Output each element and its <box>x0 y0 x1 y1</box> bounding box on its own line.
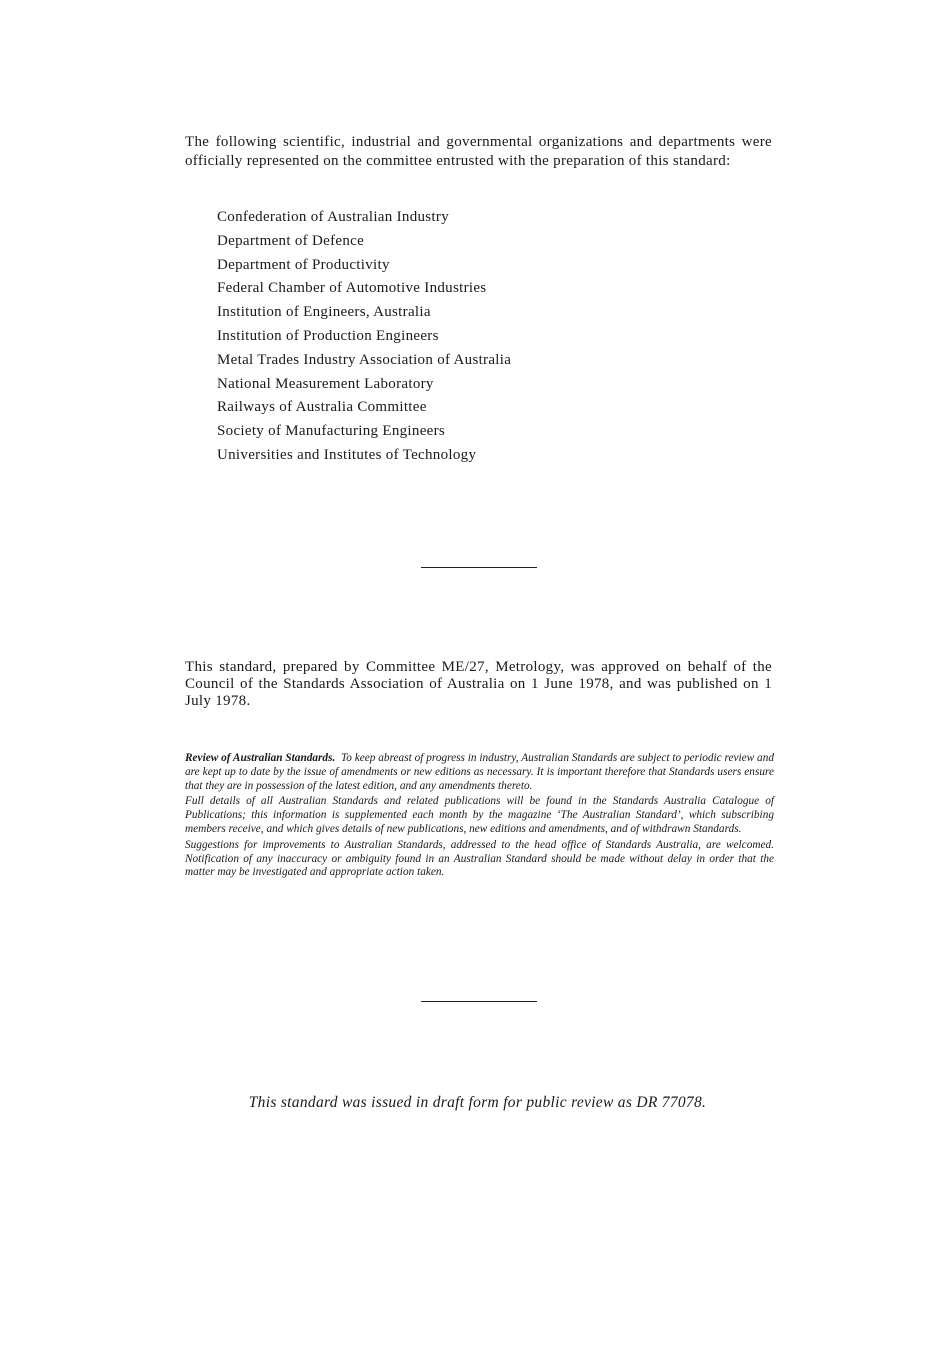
list-item: Society of Manufacturing Engineers <box>217 423 446 440</box>
review-heading: Review of Australian Standards. <box>185 752 336 764</box>
section-divider <box>421 1001 537 1002</box>
list-item: Metal Trades Industry Association of Australia <box>217 351 512 368</box>
list-item: Universities and Institutes of Technology <box>217 446 477 463</box>
committee-intro: The following scientific, industrial and governmental organizations and departments were officially represented on the committee entrusted with the preparation of this standard: <box>185 134 772 169</box>
organization-list <box>217 206 511 468</box>
list-item: National Measurement Laboratory <box>217 375 434 392</box>
review-notice <box>185 752 774 882</box>
list-item: Institution of Production Engineers <box>217 327 439 344</box>
list-item: Federal Chamber of Automotive Industries <box>217 280 487 297</box>
list-item: Institution of Engineers, Australia <box>217 304 431 321</box>
review-paragraph-3: Suggestions for improvements to Australian Standards, addressed to the head office of Standards Australia, are welcomed. Notification of any inaccuracy or ambiguity found in an Australian Standard should be made without delay in order that the matter may be investigated and appropriate action taken. <box>185 838 774 879</box>
list-item: Department of Defence <box>217 232 365 249</box>
draft-note: This standard was issued in draft form for public review as DR 77078. <box>248 1094 707 1111</box>
section-divider <box>421 567 537 568</box>
review-text-1: To keep abreast of progress in industry, Australian Standards are subject to periodic review and are kept up to date by the issue of amendments or new editions as necessary. It is important therefore that Standards users ensure that they are in possession of the latest edition, and any amendments thereto. <box>185 752 774 792</box>
list-item: Department of Productivity <box>217 256 390 273</box>
list-item: Railways of Australia Committee <box>217 399 427 416</box>
review-paragraph-1 <box>185 752 774 793</box>
review-paragraph-2: Full details of all Australian Standards and related publications will be found in the Standards Australia Catalogue of Publications; this information is supplemented each month by the magazine ‘The Australian Standard’, which subscribing members receive, and which gives details of new publications, new editions and amendments, and of withdrawn Standards. <box>185 795 774 835</box>
list-item: Confederation of Australian Industry <box>217 209 449 225</box>
approval-statement: This standard, prepared by Committee ME/27, Metrology, was approved on behalf of the Council of the Standards Association of Australia on 1 June 1978, and was published on 1 July 1978. <box>185 659 772 709</box>
